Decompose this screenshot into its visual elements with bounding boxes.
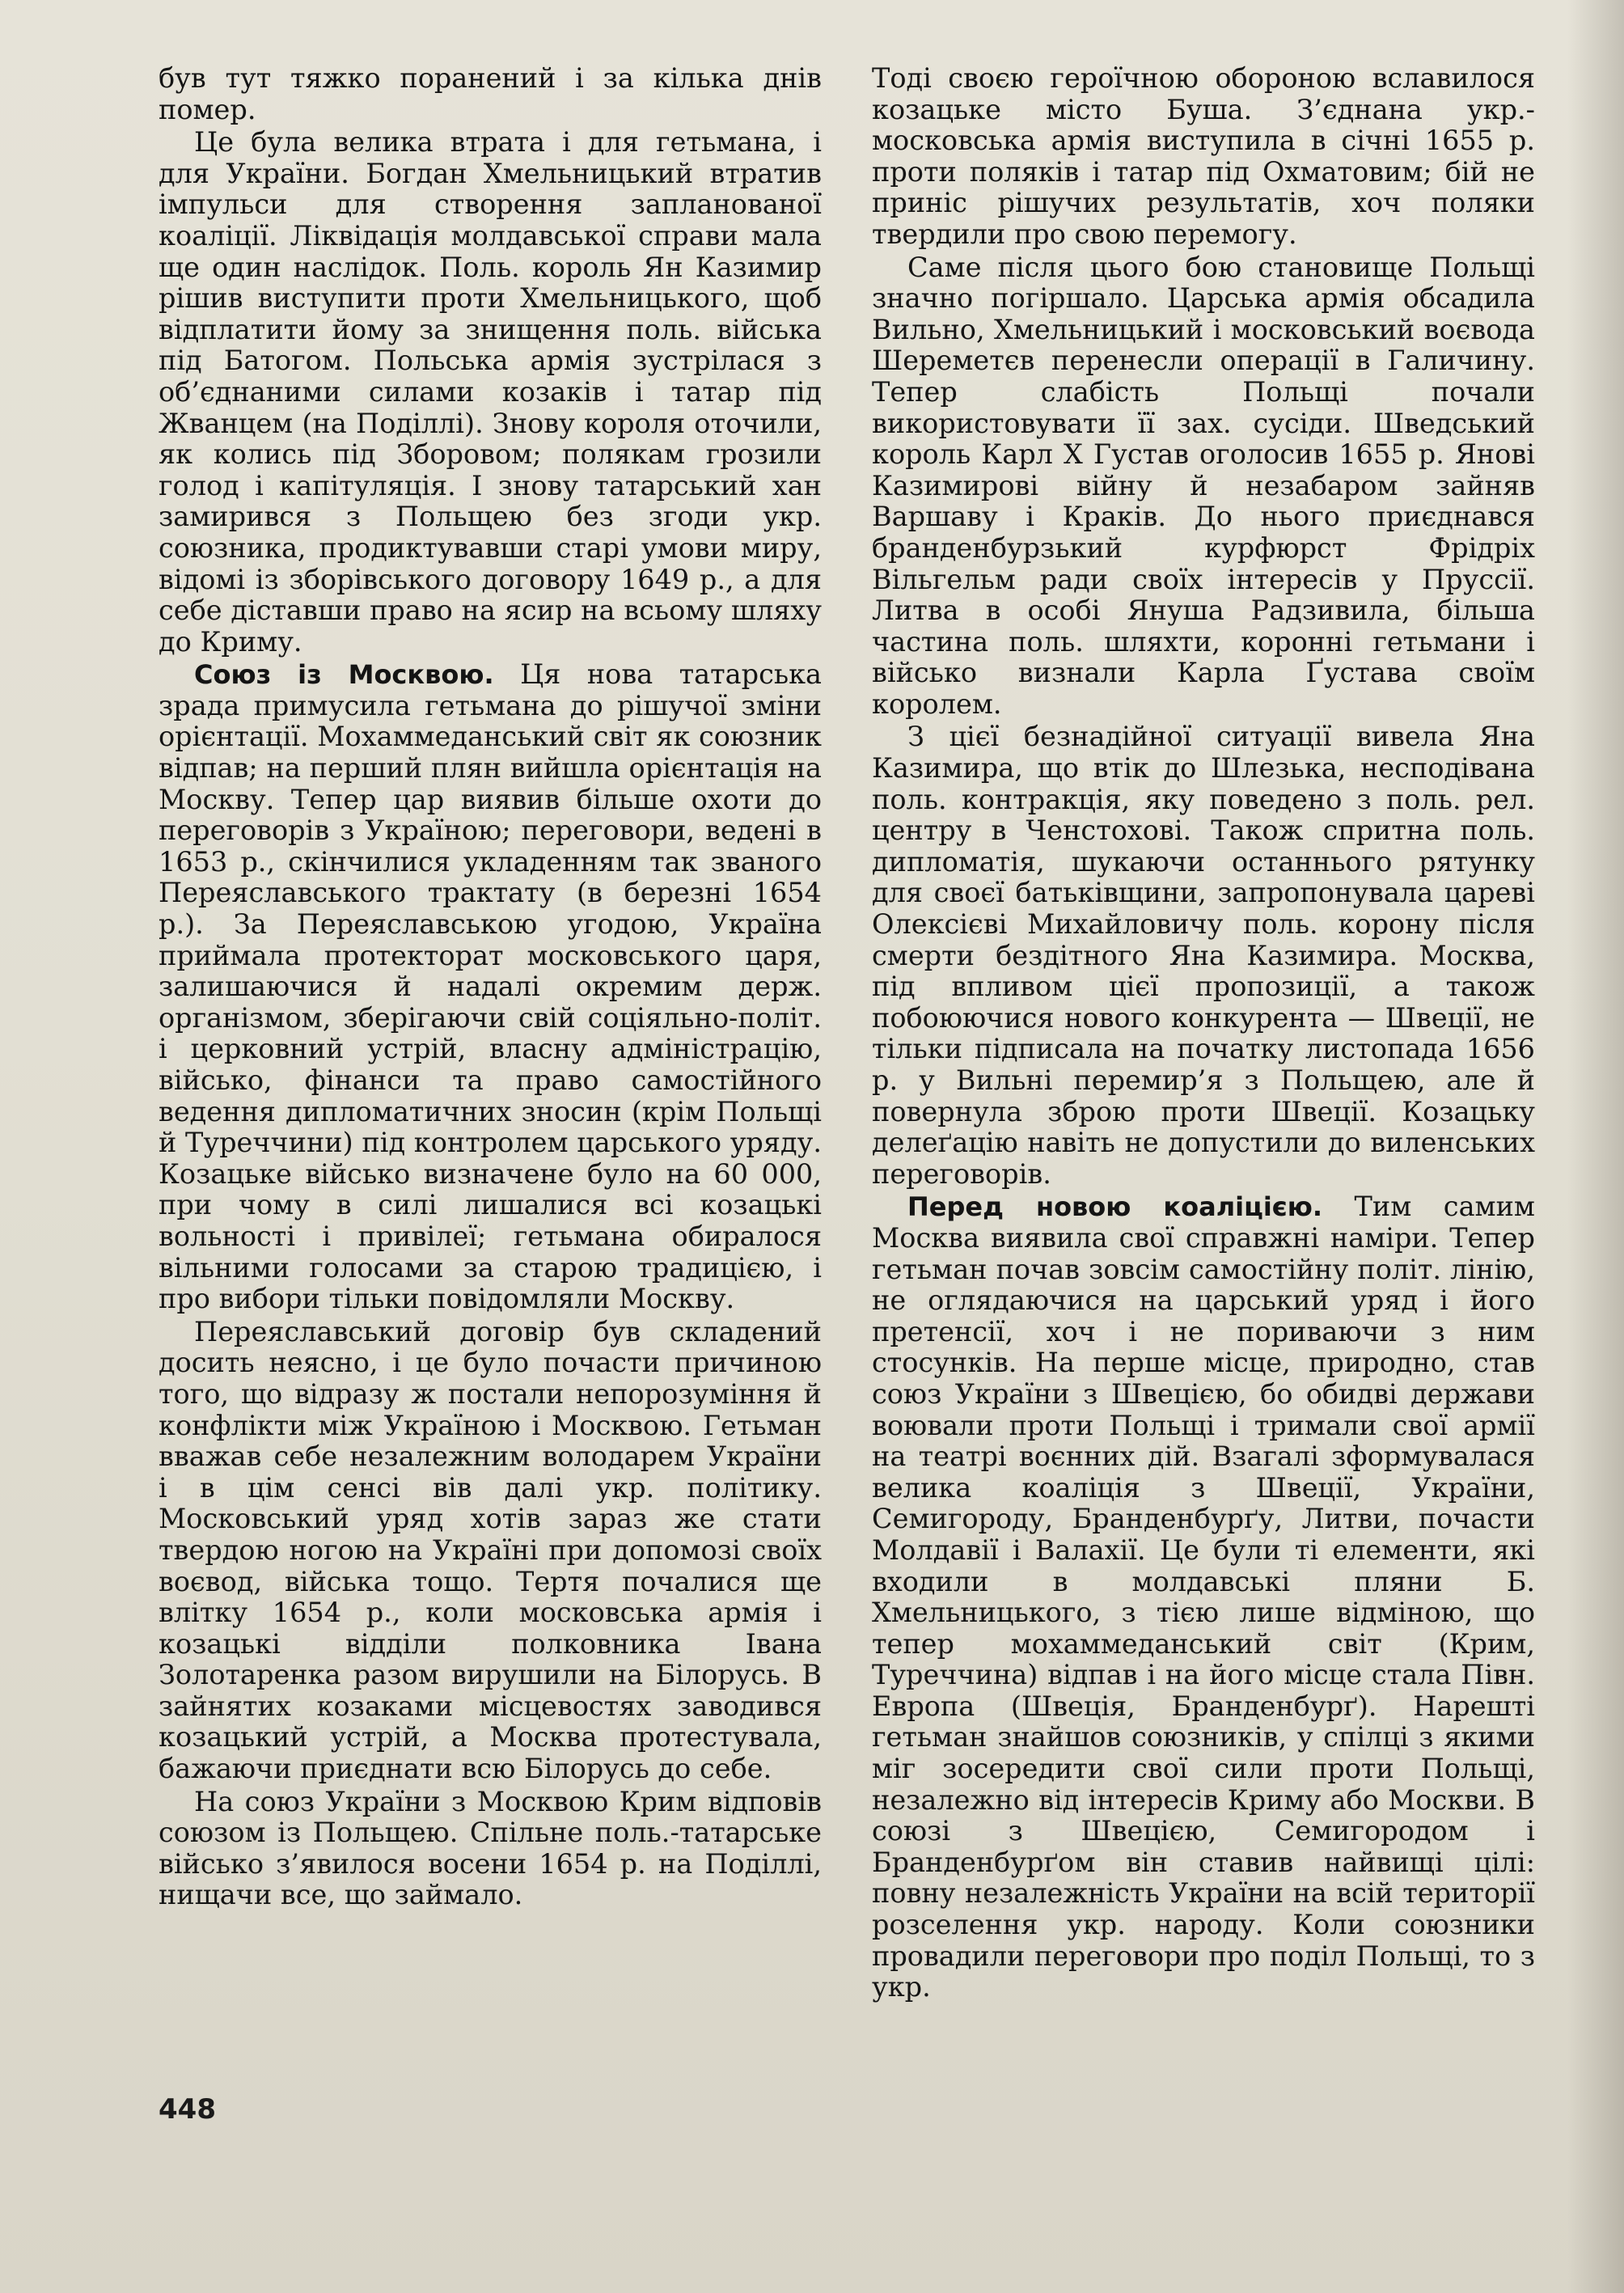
paragraph <box>159 127 822 658</box>
paragraph <box>872 721 1535 1190</box>
paragraph <box>159 659 822 1314</box>
paragraph-text: Ця нова татарська зрада примусила гетьмана до рішучої зміни орієнтації. Мохаммеданський світ як союзник відпав; на перший плян вийшла орієнтація на Москву. Тепер цар виявив більше охоти до переговорів з Україною; переговори, ведені в 1653 р., скінчилися укладенням так званого Переяславського трактату (в березні 1654 р.). За Переяславською угодою, Україна приймала протекторат московського царя, залишаючися й надалі окремим держ. організмом, зберігаючи свій соціяльно-політ. і церковний устрій, власну адміністрацію, військо, фінанси та право самостійного ведення дипломатичних зносин (крім Польщі й Туреччини) під контролем царського уряду. Козацьке військо визначене було на 60 000, при чому в силі лишалися всі козацькі вольності і привілеї; гетьмана обиралося вільними голосами за старою традицією, і про вибори тільки повідомляли Москву. <box>159 658 822 1315</box>
paragraph-text: На союз України з Москвою Крим відповів союзом із Польщею. Спільне поль.-татарське військо з’явилося восени 1654 р. на Поділлі, нищачи все, що займало. <box>159 1785 822 1911</box>
right-text-column <box>872 63 1535 2003</box>
paragraph-text: Переяславський договір був складений досить неясно, і це було почасти причиною того, що відразу ж постали непорозуміння й конфлікти між Україною і Москвою. Гетьман вважав себе незалежним володарем України і в цім сенсі вів далі укр. політику. Московський уряд хотів зараз же стати твердою ногою на Україні при допомозі своїх воєвод, війська тощо. Тертя почалися ще влітку 1654 р., коли московська армія і козацькі відділи полковника Івана Золотаренка разом вирушили на Білорусь. В зайнятих козаками місцевостях заводився козацький устрій, а Москва протестувала, бажаючи приєднати всю Білорусь до себе. <box>159 1315 822 1785</box>
paragraph <box>159 1317 822 1785</box>
page-number: 448 <box>159 2093 216 2126</box>
paragraph-text: Це була велика втрата і для гетьмана, і для України. Богдан Хмельницький втратив імпульси для створення запланованої коаліції. Ліквідація молдавської справи мала ще один наслідок. Поль. король Ян Казимир рішив виступити проти Хмельницького, щоб відплатити йому за знищення поль. війська під Батогом. Польська армія зустрілася з об’єднаними силами козаків і татар під Жванцем (на Поділлі). Знову короля оточили, як колись під Зборовом; полякам грозили голод і капітуляція. І знову татарський хан замирився з Польщею без згоди укр. союзника, продиктувавши старі умови миру, відомі із зборівського договору 1649 р., а для себе діставши право на ясир на всьому шляху до Криму. <box>159 126 822 658</box>
paragraph-text: був тут тяжко поранений і за кілька днів помер. <box>159 62 822 125</box>
paragraph-text: Тим самим Москва виявила свої справжні наміри. Тепер гетьман почав зовсім самостійну політ. лінію, не оглядаючися на царський уряд і його претенсії, хоч і не пориваючи з ним стосунків. На перше місце, природно, став союз України з Швецією, бо обидві держави воювали проти Польщі і тримали свої армії на театрі воєнних дій. Взагалі зформувалася велика коаліція з Швеції, України, Семигороду, Бранденбурґу, Литви, почасти Молдавії і Валахії. Це були ті елементи, які входили в молдавські пляни Б. Хмельницького, з тією лише відміною, що тепер мохаммеданський світ (Крим, Туреччина) відпав і на його місце стала Півн. Европа (Швеція, Бранденбурґ). Нарешті гетьман знайшов союзників, у спілці з якими міг зосередити свої сили проти Польщі, незалежно від інтересів Криму або Москви. В союзі з Швецією, Семигородом і Бранденбурґом він ставив найвищі цілі: повну незалежність України на всій території розселення укр. народу. Коли союзники провадили переговори про поділ Польщі, то з укр. <box>872 1191 1535 2003</box>
paragraph-text: З цієї безнадійної ситуації вивела Яна Казимира, що втік до Шлезька, несподівана поль. контракція, яку поведено з поль. рел. центру в Ченстохові. Також спритна поль. дипломатія, шукаючи останнього рятунку для своєї батьківщини, запропонувала цареві Олексієві Михайловичу поль. корону після смерти бездітного Яна Казимира. Москва, під впливом цієї пропозиції, а також побоюючися нового конкурента — Швеції, не тільки підписала на початку листопада 1656 р. у Вильні перемир’я з Польщею, але й повернула зброю проти Швеції. Козацьку делеґацію навіть не допустили до виленських переговорів. <box>872 721 1535 1190</box>
paragraph <box>159 63 822 125</box>
left-text-column <box>159 63 822 1911</box>
page-edge-shadow <box>1567 0 1624 2293</box>
paragraph <box>872 63 1535 251</box>
paragraph <box>872 1191 1535 2003</box>
paragraph <box>872 252 1535 721</box>
paragraph <box>159 1787 822 1911</box>
paragraph-text: Саме після цього бою становище Польщі значно погіршало. Царська армія обсадила Вильно, Хмельницький і московський воєвода Шереметєв перенесли операції в Галичину. Тепер слабість Польщі почали використовувати її зах. сусіди. Шведський король Карл X Густав оголосив 1655 р. Янові Казимирові війну й незабаром зайняв Варшаву і Краків. До нього приєднався бранденбурзький курфюрст Фрідріх Вільгельм ради своїх інтересів у Пруссії. Литва в особі Януша Радзивила, більша частина поль. шляхти, коронні гетьмани і військо визнали Карла Ґустава своїм королем. <box>872 251 1535 720</box>
paragraph-text: Тоді своєю героїчною обороною вславилося козацьке місто Буша. З’єднана укр.-московська армія виступила в січні 1655 р. проти поляків і татар під Охматовим; бій не приніс рішучих результатів, хоч поляки твердили про свою перемогу. <box>872 62 1535 250</box>
section-heading: Союз із Москвою. <box>194 659 494 691</box>
section-heading: Перед новою коаліцією. <box>907 1191 1323 1223</box>
